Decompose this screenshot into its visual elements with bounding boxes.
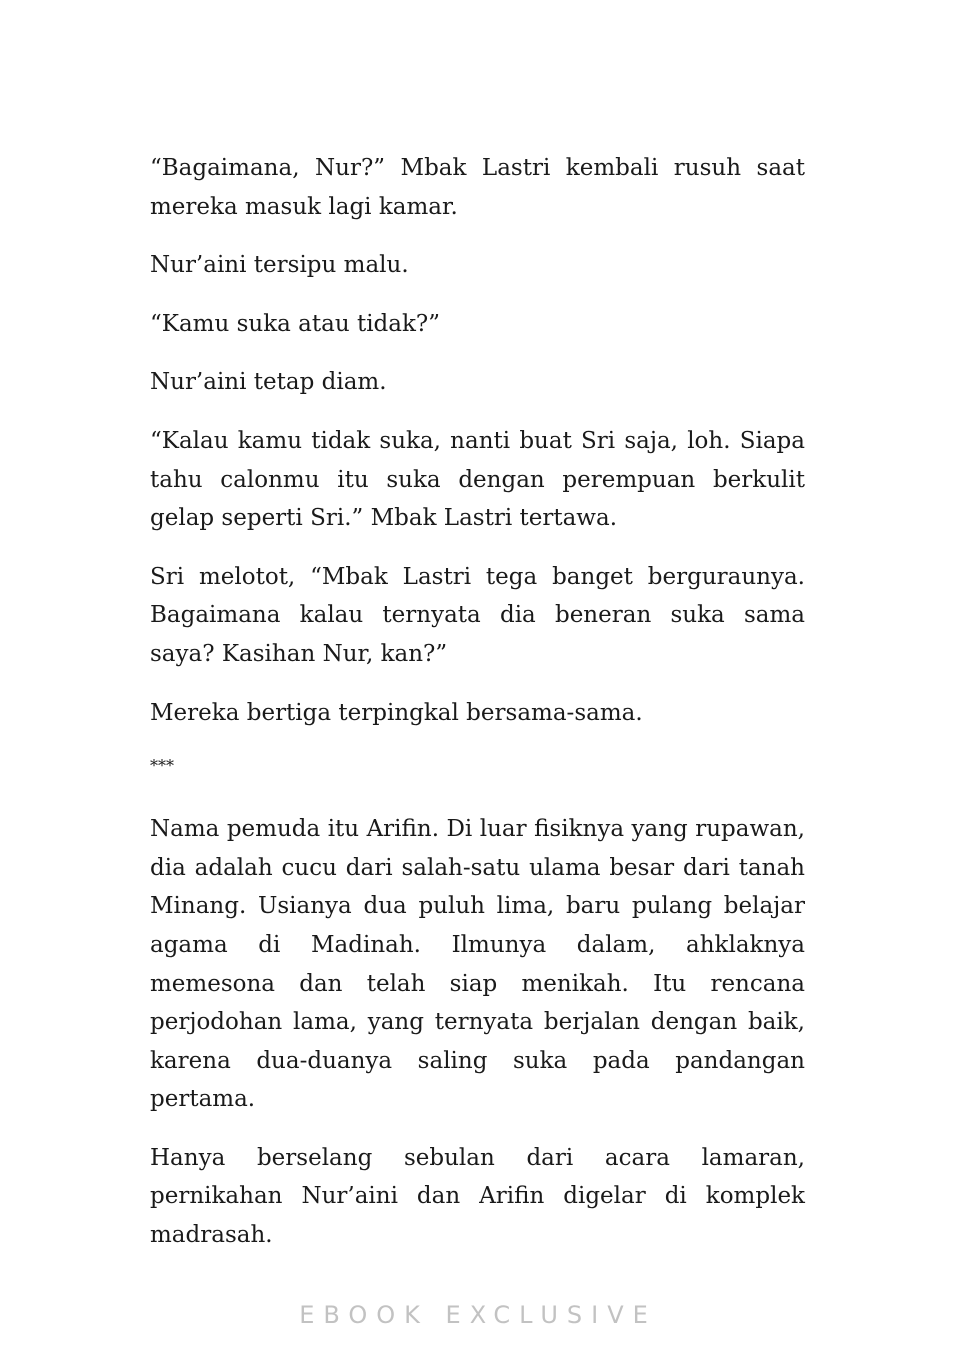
paragraph-9: Hanya berselang sebulan dari acara lamaran, pernikahan Nur’aini dan Arifin digelar di komplek madrasah. bbox=[150, 1144, 805, 1249]
paragraph-5: “Kalau kamu tidak suka, nanti buat Sri saja, loh. Siapa tahu calonmu itu suka dengan perempuan berkulit gelap seperti Sri.” Mbak Lastri tertawa. bbox=[150, 427, 805, 532]
paragraph-4: Nur’aini tetap diam. bbox=[150, 369, 387, 396]
ebook-exclusive-footer: EBOOK EXCLUSIVE bbox=[299, 1301, 657, 1329]
paragraph-6: Sri melotot, “Mbak Lastri tega banget berguraunya. Bagaimana kalau ternyata dia beneran suka sama saya? Kasihan Nur, kan?” bbox=[150, 563, 805, 667]
paragraph-7: Mereka bertiga terpingkal bersama-sama. bbox=[150, 699, 643, 726]
paragraph-8: Nama pemuda itu Arifin. Di luar fisiknya yang rupawan, dia adalah cucu dari salah-satu ulama besar dari tanah Minang. Usianya dua puluh lima, baru pulang belajar agama di Madinah. Ilmunya dalam, ahklaknya memesona dan telah siap menikah. Itu rencana perjodohan lama, yang ternyata berjalan dengan baik, karena dua-duanya saling suka pada pandangan pertama. bbox=[150, 816, 805, 1113]
paragraph-1: “Bagaimana, Nur?” Mbak Lastri kembali rusuh saat mereka masuk lagi kamar. bbox=[150, 155, 805, 220]
scene-separator: *** bbox=[150, 756, 174, 776]
paragraph-2: Nur’aini tersipu malu. bbox=[150, 252, 409, 279]
page-body-text bbox=[150, 149, 805, 1275]
paragraph-3: “Kamu suka atau tidak?” bbox=[150, 310, 441, 337]
